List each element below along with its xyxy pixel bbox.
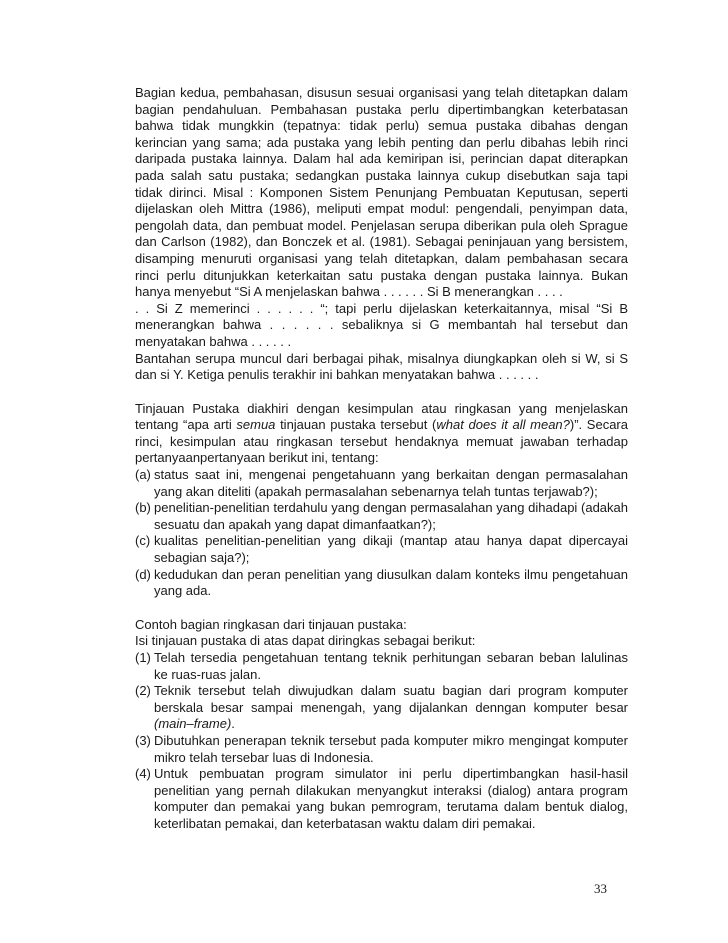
conclusion-text-2: tinjauan pustaka tersebut ( — [275, 417, 437, 433]
conclusion-emphasis-semua: semua — [236, 417, 276, 433]
body-text — [135, 85, 628, 833]
list-item-b — [135, 500, 628, 533]
list-item-text: Teknik tersebut telah diwujudkan dalam suatu bagian dari program komputer berskala besar sampai menengah, yang dijalankan denngan komputer besar — [154, 683, 628, 715]
list-item-text: Untuk pembuatan program simulator ini perlu dipertimbangkan hasil-hasil penelitian yang pernah dilakukan menyangkut interaksi (dialog) antara program komputer dan pemakai yang bukan pemrogram, terutama dalam bentuk dialog, keterlibatan pemakai, dan keterbatasan waktu dalam diri pemakai. — [154, 766, 628, 831]
list-item-text: penelitian-penelitian terdahulu yang dengan permasalahan yang dihadapi (adakah sesuatu dan apakah yang dapat dimanfaatkan?); — [154, 500, 628, 532]
list-marker: (2) — [135, 683, 151, 699]
list-item-text: Telah tersedia pengetahuan tentang teknik perhitungan sebaran beban lalulinas ke ruas-ruas jalan. — [154, 650, 628, 682]
example-intro: Isi tinjauan pustaka di atas dapat diringkas sebagai berikut: — [135, 633, 476, 649]
list-item-d — [135, 567, 628, 600]
conclusion-text-1: Tinjauan Pustaka diakhiri dengan kesimpulan atau ringkasan yang menjelaskan tentang “apa arti — [135, 400, 628, 433]
example-heading: Contoh bagian ringkasan dari tinjauan pustaka: — [135, 616, 407, 632]
paragraph-rebuttal: Bantahan serupa muncul dari berbagai pihak, misalnya diungkapkan oleh si W, si S dan si Y. Ketiga penulis terakhir ini bahkan menyatakan bahwa . . . . . . — [135, 350, 628, 383]
list-item-text: kualitas penelitian-penelitian yang dikaji (mantap atau hanya dapat dipercayai sebagian saja?); — [154, 533, 628, 566]
list-marker: (d) — [135, 566, 151, 582]
paragraph-conclusion — [135, 401, 628, 467]
list-marker: (3) — [135, 732, 151, 748]
list-item-text: Dibutuhkan penerapan teknik tersebut pada komputer mikro mengingat komputer mikro telah tersebar luas di Indonesia. — [154, 732, 628, 765]
list-marker: (4) — [135, 766, 151, 782]
conclusion-text-3: )”. Secara rinci, kesimpulan atau ringkasan tersebut hendaknya memuat jawaban terhadap pertanyaanpertanyaan berikut ini, tentang: — [135, 417, 628, 466]
list-item-a — [135, 467, 628, 500]
list-item-text: status saat ini, mengenai pengetahuann yang berkaitan dengan permasalahan yang akan diteliti (apakah permasalahan sebenarnya telah tuntas terjawab?); — [154, 467, 628, 499]
list-item-3 — [135, 733, 628, 766]
list-item-text: kedudukan dan peran penelitian yang diusulkan dalam konteks ilmu pengetahuan yang ada. — [154, 566, 628, 599]
page-number: 33 — [594, 881, 607, 896]
paragraph-review-discussion-cont: . . Si Z memerinci . . . . . . “; tapi perlu dijelaskan keterkaitannya, misal “Si B menerangkan bahwa . . . . . . sebaliknya si G membantah hal tersebut dan menyatakan bahwa . . . . . . — [135, 300, 628, 349]
list-item-4 — [135, 766, 628, 832]
list-item-2 — [135, 683, 628, 733]
list-item-text-end: . — [231, 716, 235, 732]
list-marker: (1) — [135, 650, 151, 665]
conclusion-emphasis-question: what does it all mean? — [436, 417, 570, 433]
list-item-1 — [135, 650, 628, 683]
list-marker: (a) — [135, 467, 151, 483]
list-item-emphasis: (main–frame) — [154, 716, 232, 732]
paragraph-review-discussion: Bagian kedua, pembahasan, disusun sesuai organisasi yang telah ditetapkan dalam bagian pendahuluan. Pembahasan pustaka perlu dipertimbangkan keterbatasan bahwa tidak mungkkin (tepatnya: tidak perlu) semua pustaka dibahas dengan kerincian yang sama; ada pustaka yang lebih penting dan perlu dibahas lebih rinci daripada pustaka lainnya. Dalam hal ada kemiripan isi, perincian dapat diterapkan pada salah satu pustaka; sedangkan pustaka lainnya cukup disebutkan saja tapi tidak dirinci. Misal : Komponen Sistem Penunjang Pembuatan Keputusan, seperti dijelaskan oleh Mittra (1986), meliputi empat modul: pengendali, penyimpan data, pengolah data, dan pembuat model. Penjelasan serupa diberikan pula oleh Sprague dan Carlson (1982), dan Bonczek et al. (1981). Sebagai peninjauan yang bersistem, disamping menuruti organisasi yang telah ditetapkan, dalam pembahasan secara rinci perlu ditunjukkan keterkaitan satu pustaka dengan pustaka lainnya. Bukan hanya menyebut “Si A menjelaskan bahwa . . . . . . Si B menerangkan . . . . — [135, 85, 628, 300]
list-marker: (b) — [135, 500, 151, 516]
list-marker: (c) — [135, 533, 151, 549]
list-item-c — [135, 533, 628, 566]
paragraph-gap — [135, 384, 628, 401]
paragraph-gap — [135, 600, 628, 617]
